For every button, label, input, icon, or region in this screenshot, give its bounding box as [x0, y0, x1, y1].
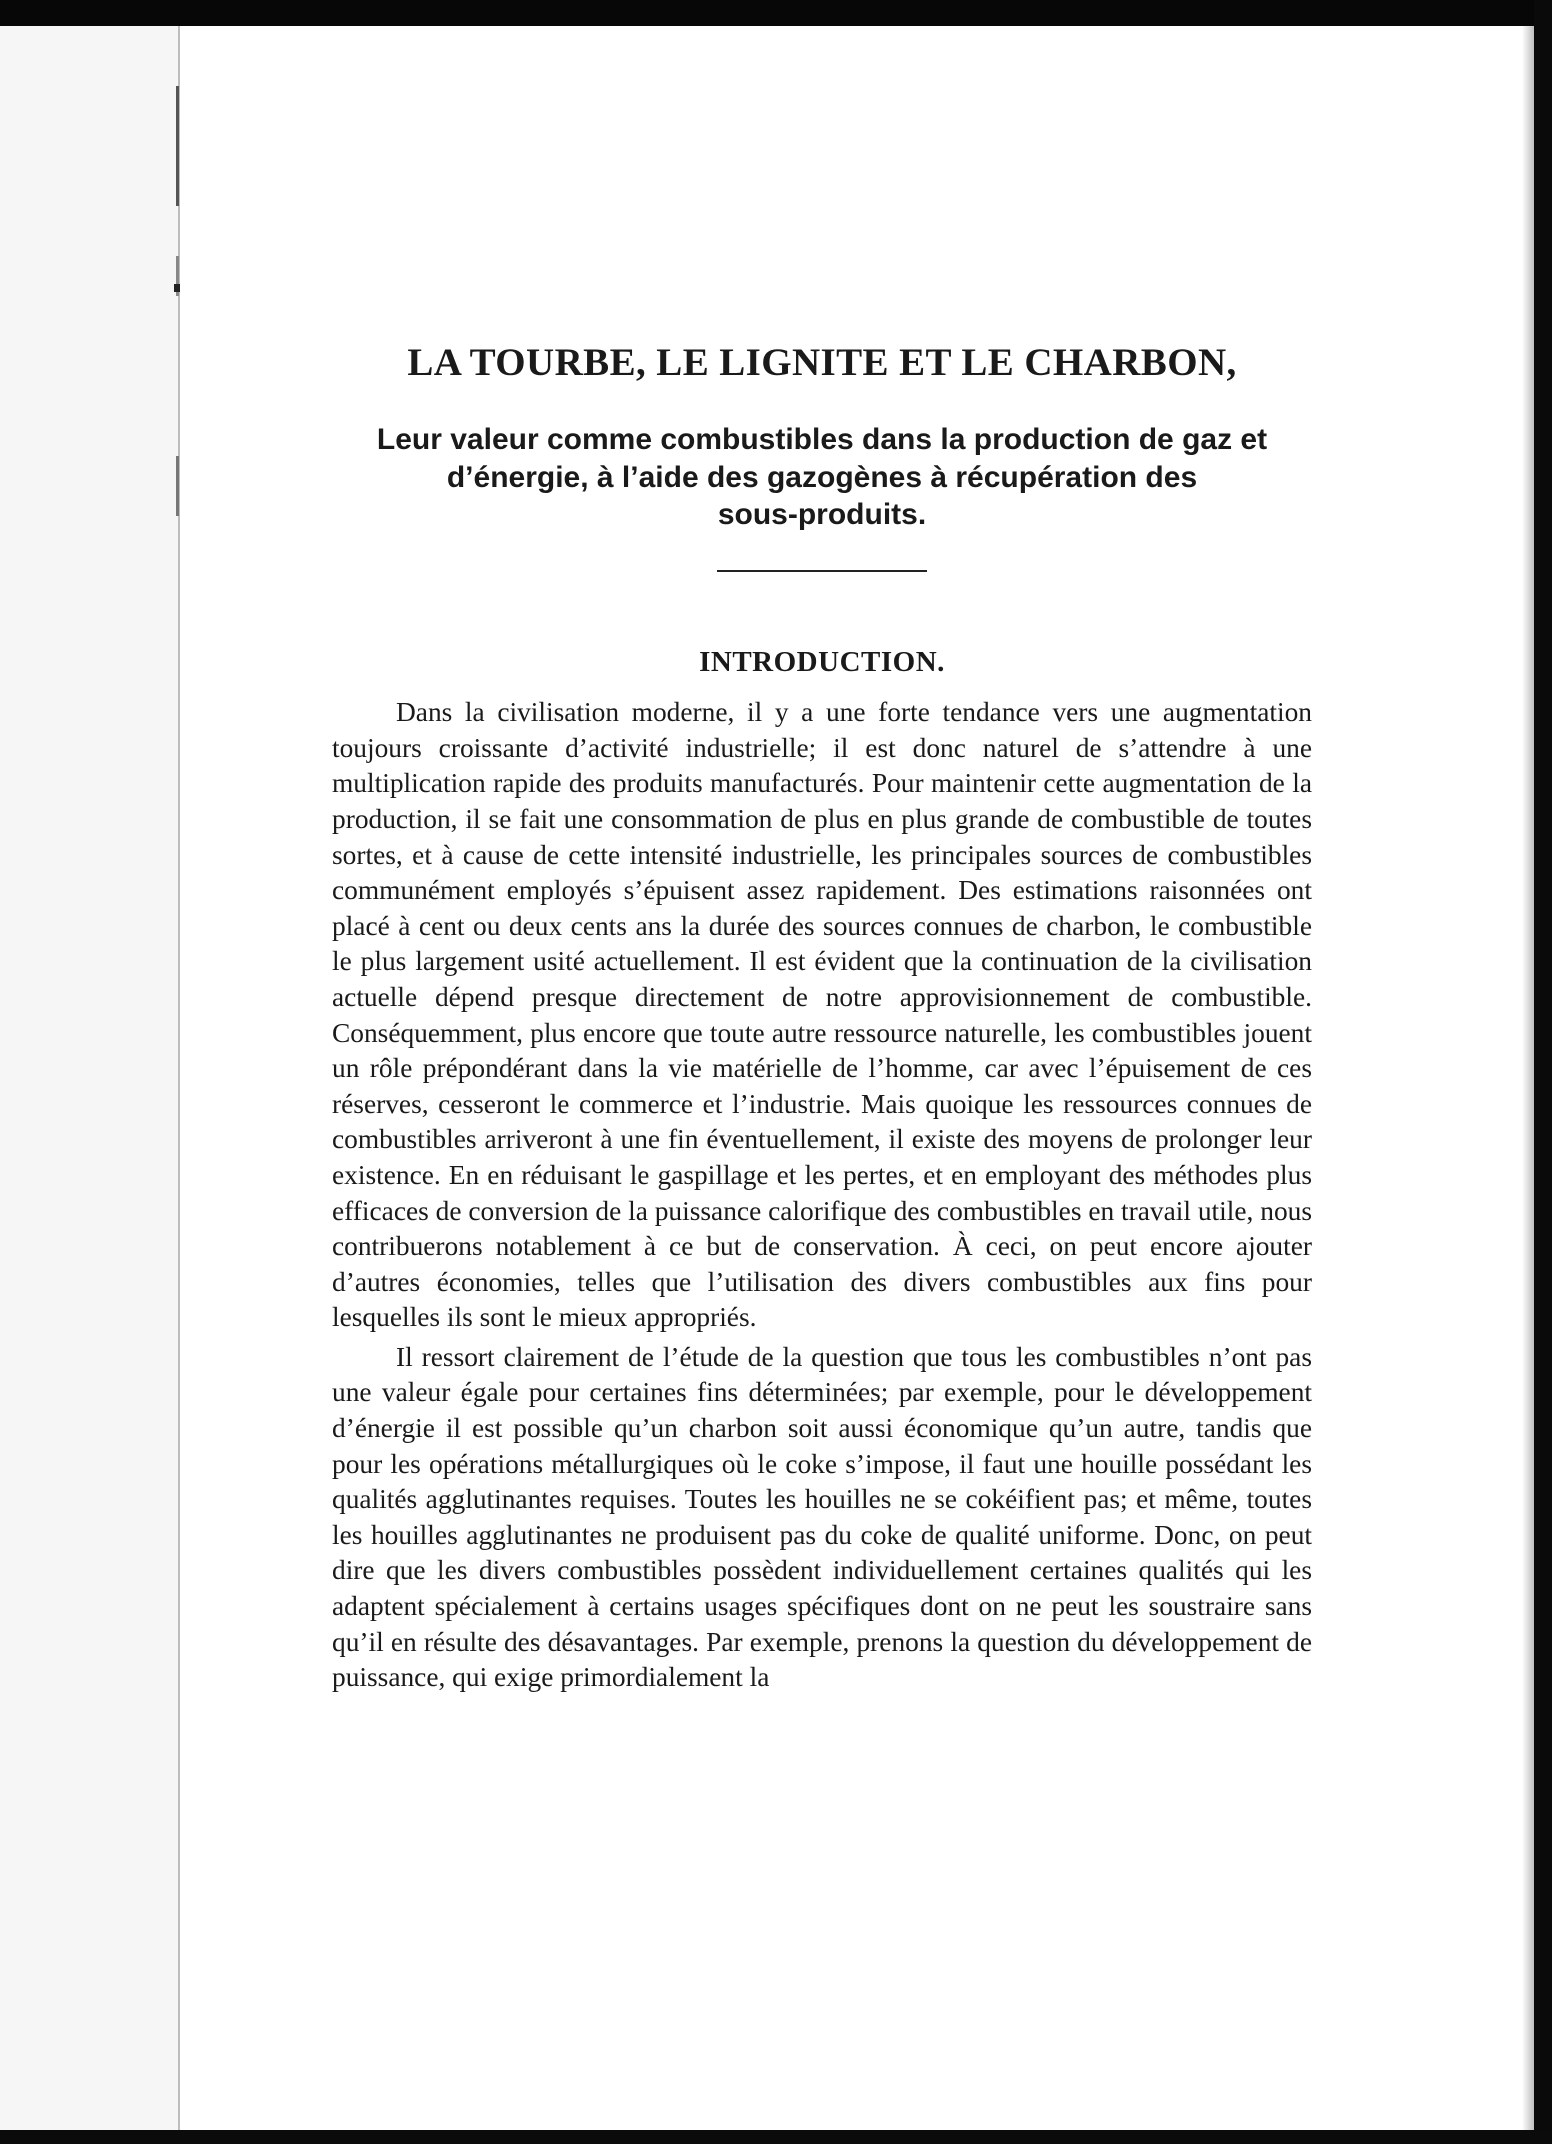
previous-page-edge — [0, 26, 180, 2130]
document-page — [332, 340, 1312, 1696]
document-subtitle — [332, 421, 1312, 534]
binding-mark — [176, 456, 179, 516]
binding-tick — [174, 284, 180, 292]
scan-bottom-border — [0, 2130, 1552, 2144]
subtitle-line: sous-produits. — [717, 498, 927, 532]
page-shadow — [1522, 26, 1534, 2144]
subtitle-line: Leur valeur comme combustibles dans la production de gaz et — [376, 422, 1268, 456]
body-paragraph: Il ressort clairement de l’étude de la question que tous les combustibles n’ont pas une valeur égale pour certaines fins déterminées; par exemple, pour le développement d’énergie il est possible qu’un charbon soit aussi économique qu’un autre, tandis que pour les opérations métallurgiques où le coke s’impose, il faut une houille possédant les qualités agglutinantes requises. Toutes les houilles ne se cokéifient pas; et même, toutes les houilles agglutinantes ne produisent pas du coke de qualité uniforme. Donc, on peut dire que les divers combustibles possèdent individuellement certaines qualités qui les adaptent spécialement à certains usages spécifiques dont on ne peut les soustraire sans qu’il en résulte des désavantages. Par exemple, prenons la question du développement de puissance, qui exige primordialement la — [332, 1341, 1312, 1693]
scan-right-border — [1534, 0, 1552, 2144]
separator-rule — [717, 570, 927, 572]
document-title: LA TOURBE, LE LIGNITE ET LE CHARBON, — [407, 341, 1237, 384]
binding-mark — [176, 86, 179, 206]
scan-top-border — [0, 0, 1552, 26]
section-heading: INTRODUCTION. — [699, 646, 945, 679]
subtitle-line: d’énergie, à l’aide des gazogènes à récupération des — [446, 460, 1198, 494]
body-paragraph: Dans la civilisation moderne, il y a une forte tendance vers une augmentation toujours croissante d’activité industrielle; il est donc naturel de s’attendre à une multiplication rapide des produits manufacturés. Pour maintenir cette augmentation de la production, il se fait une consommation de plus en plus grande de combustible de toutes sortes, et à cause de cette intensité industrielle, les principales sources de combustibles communément employés s’épuisent assez rapidement. Des estimations raisonnées ont placé à cent ou deux cents ans la durée des sources connues de charbon, le combustible le plus largement usité actuellement. Il est évident que la continuation de la civilisation actuelle dépend presque directement de notre approvisionnement de combustible. Conséquemment, plus encore que toute autre ressource naturelle, les combustibles jouent un rôle prépondérant dans la vie matérielle de l’homme, car avec l’épuisement de ces réserves, cesseront le commerce et l’industrie. Mais quoique les ressources connues de combustibles arriveront à une fin éventuellement, il existe des moyens de prolonger leur existence. En en réduisant le gaspillage et les pertes, et en employant des méthodes plus efficaces de conversion de la puissance calorifique des combustibles en travail utile, nous contribuerons notablement à ce but de conservation. À ceci, on peut encore ajouter d’autres économies, telles que l’utilisation des divers combustibles aux fins pour lesquelles ils sont le mieux appropriés. — [332, 697, 1312, 1333]
